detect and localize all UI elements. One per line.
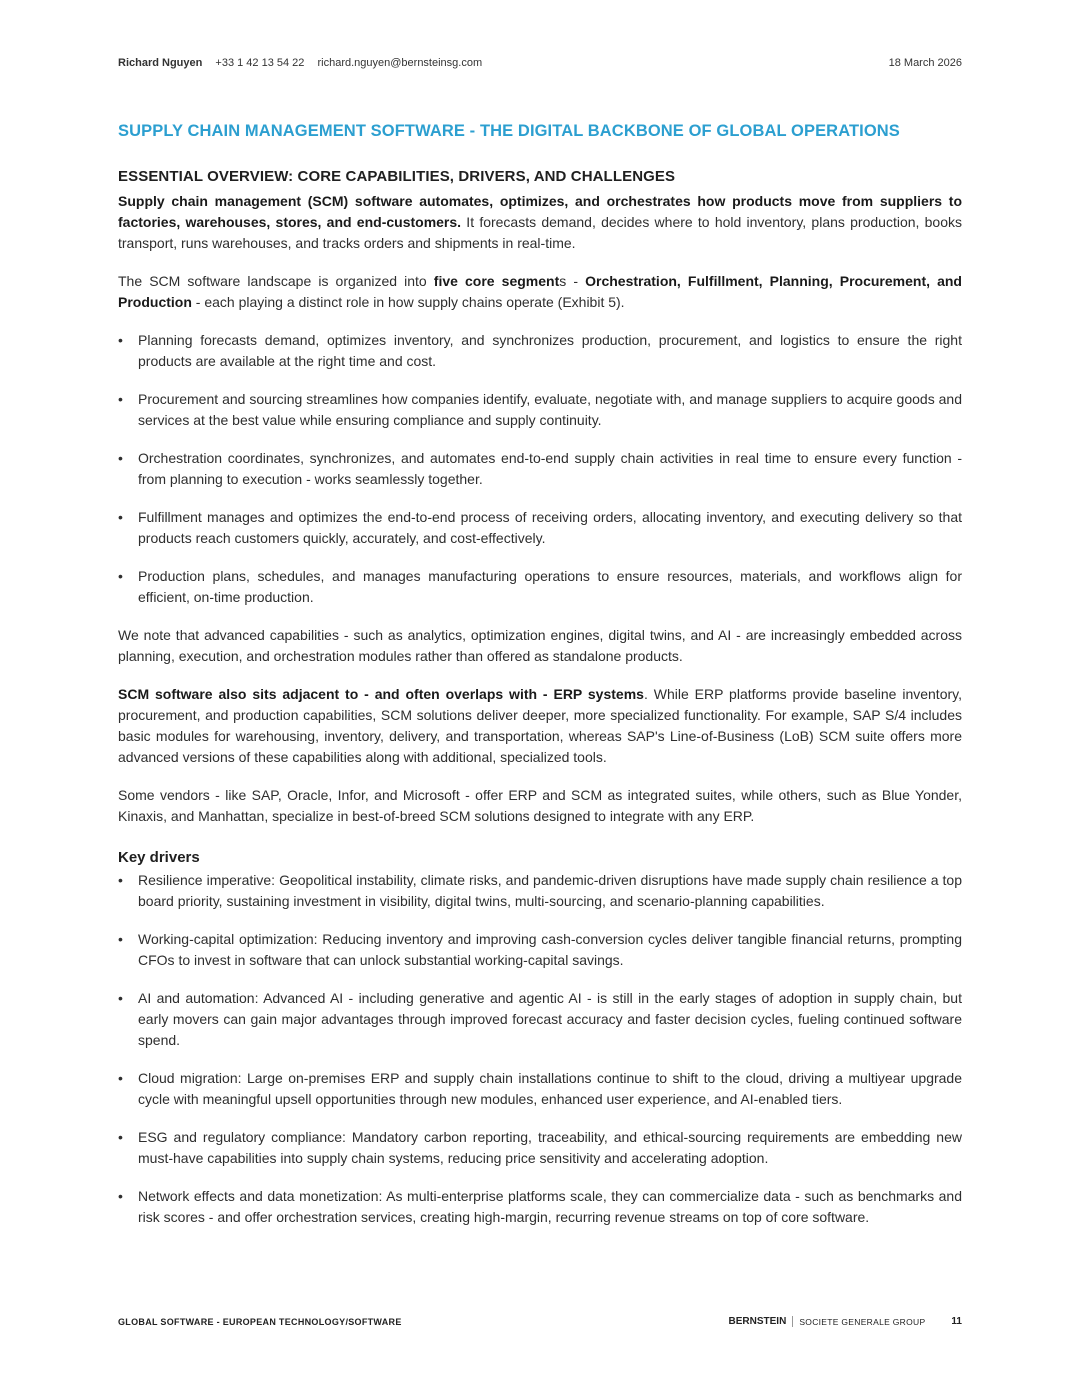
main-content bbox=[118, 168, 962, 1245]
report-date: 18 March 2026 bbox=[888, 57, 962, 69]
list-item bbox=[118, 1186, 962, 1228]
page-footer bbox=[118, 1316, 962, 1327]
overview-paragraph-5: Some vendors - like SAP, Oracle, Infor, and Microsoft - offer ERP and SCM as integrated suites, while others, such as Blue Yonder, Kinaxis, and Manhattan, specialize in best-of-breed SCM solutions designed to integrate with any ERP. bbox=[118, 787, 962, 824]
list-item-text: ESG and regulatory compliance: Mandatory carbon reporting, traceability, and ethical-sourcing requirements are embedding new must-have capabilities into supply chain systems, reducing price sensitivity and accelerating adoption. bbox=[138, 1129, 962, 1166]
list-item bbox=[118, 1068, 962, 1110]
page-title: SUPPLY CHAIN MANAGEMENT SOFTWARE - THE DIGITAL BACKBONE OF GLOBAL OPERATIONS bbox=[118, 122, 900, 140]
list-item-text: Resilience imperative: Geopolitical instability, climate risks, and pandemic-driven disruptions have made supply chain resilience a top board priority, sustaining investment in visibility, digital twins, multi-sourcing, and scenario-planning capabilities. bbox=[138, 872, 962, 909]
bullet-icon: • bbox=[118, 990, 123, 1006]
list-item bbox=[118, 988, 962, 1051]
list-item-text: Working-capital optimization: Reducing inventory and improving cash-conversion cycles deliver tangible financial returns, prompting CFOs to invest in software that can unlock substantial working-capital savings. bbox=[138, 931, 962, 968]
overview-p1-bold: Supply chain management (SCM) software automates, optimizes, and orchestrates how products move from suppliers to factories, warehouses, stores, and end-customers. bbox=[118, 193, 962, 230]
list-item-text: AI and automation: Advanced AI - including generative and agentic AI - is still in the early stages of adoption in supply chain, but early movers can gain major advantages through improved forecast accuracy and faster decision cycles, fueling continued software spend. bbox=[138, 990, 962, 1048]
segment-list bbox=[118, 330, 962, 608]
author-email[interactable]: richard.nguyen@bernsteinsg.com bbox=[317, 57, 483, 69]
overview-paragraph-1 bbox=[118, 191, 962, 254]
bullet-icon: • bbox=[118, 391, 123, 407]
overview-p2-text: - each playing a distinct role in how supply chains operate (Exhibit 5). bbox=[191, 294, 625, 310]
list-item bbox=[118, 389, 962, 431]
overview-paragraph-3: We note that advanced capabilities - such as analytics, optimization engines, digital twins, and AI - are increasingly embedded across planning, execution, and orchestration modules rather than offered as standalone products. bbox=[118, 627, 962, 664]
bullet-icon: • bbox=[118, 509, 123, 525]
list-item-text: Production plans, schedules, and manages manufacturing operations to ensure resources, materials, and workflows align for efficient, on-time production. bbox=[138, 568, 962, 605]
list-item-text: Planning forecasts demand, optimizes inventory, and synchronizes production, procurement, and logistics to ensure the right products are available at the right time and cost. bbox=[138, 332, 962, 369]
drivers-heading: Key drivers bbox=[118, 849, 200, 866]
page-header bbox=[118, 57, 962, 69]
author-name: Richard Nguyen bbox=[118, 57, 203, 69]
overview-p1-rest: It forecasts demand, decides where to hold inventory, plans production, books transport, runs warehouses, and tracks orders and shipments in real-time. bbox=[118, 214, 962, 251]
bullet-icon: • bbox=[118, 332, 123, 348]
bullet-icon: • bbox=[118, 872, 123, 888]
list-item bbox=[118, 870, 962, 912]
list-item-text: Cloud migration: Large on-premises ERP and supply chain installations continue to shift to the cloud, driving a multiyear upgrade cycle with meaningful upsell opportunities through new modules, enhanced user experience, and AI-enabled tiers. bbox=[138, 1070, 962, 1107]
group-name: SOCIETE GENERALE GROUP bbox=[799, 1316, 926, 1327]
list-item bbox=[118, 929, 962, 971]
bullet-icon: • bbox=[118, 1188, 123, 1204]
overview-p2-segments: Orchestration, Fulfillment, Planning, Procurement, and Production bbox=[118, 273, 962, 310]
footer-section-label: GLOBAL SOFTWARE - EUROPEAN TECHNOLOGY/SOFTWARE bbox=[118, 1316, 402, 1327]
bullet-icon: • bbox=[118, 1070, 123, 1086]
bullet-icon: • bbox=[118, 1129, 123, 1145]
list-item bbox=[118, 448, 962, 490]
overview-paragraph-2 bbox=[118, 271, 962, 313]
overview-paragraph-4 bbox=[118, 684, 962, 768]
page-number: 11 bbox=[951, 1316, 962, 1327]
bernstein-logo: BERNSTEIN bbox=[728, 1316, 787, 1327]
author-phone: +33 1 42 13 54 22 bbox=[215, 57, 305, 69]
author-contact bbox=[118, 57, 492, 69]
overview-p2-text: s - bbox=[559, 273, 586, 289]
footer-brand-block bbox=[729, 1316, 962, 1327]
bullet-icon: • bbox=[118, 450, 123, 466]
overview-p2-text: The SCM software landscape is organized into bbox=[118, 273, 434, 289]
list-item-text: Procurement and sourcing streamlines how companies identify, evaluate, negotiate with, and manage suppliers to acquire goods and services at the best value while ensuring compliance and supply continuity. bbox=[138, 391, 962, 428]
overview-p2-bold: five core segment bbox=[433, 273, 560, 289]
overview-p4-bold: SCM software also sits adjacent to - and often overlaps with - ERP systems bbox=[118, 686, 644, 702]
bullet-icon: • bbox=[118, 568, 123, 584]
overview-heading: ESSENTIAL OVERVIEW: CORE CAPABILITIES, DRIVERS, AND CHALLENGES bbox=[118, 168, 676, 185]
list-item bbox=[118, 566, 962, 608]
bullet-icon: • bbox=[118, 931, 123, 947]
drivers-list bbox=[118, 870, 962, 1228]
list-item bbox=[118, 507, 962, 549]
overview-p4-rest: . While ERP platforms provide baseline inventory, procurement, and production capabilities, SCM solutions deliver deeper, more specialized functionality. For example, SAP S/4 includes basic modules for warehousing, inventory, delivery, and transportation, whereas SAP's Line-of-Business (LoB) SCM suite offers more advanced versions of these capabilities along with additional, specialized tools. bbox=[118, 686, 962, 765]
list-item bbox=[118, 1127, 962, 1169]
list-item-text: Network effects and data monetization: As multi-enterprise platforms scale, they can commercialize data - such as benchmarks and risk scores - and offer orchestration services, creating high-margin, recurring revenue streams on top of core software. bbox=[138, 1188, 962, 1225]
footer-divider bbox=[792, 1316, 793, 1327]
list-item bbox=[118, 330, 962, 372]
list-item-text: Fulfillment manages and optimizes the end-to-end process of receiving orders, allocating inventory, and executing delivery so that products reach customers quickly, accurately, and cost-effectively. bbox=[138, 509, 962, 546]
list-item-text: Orchestration coordinates, synchronizes, and automates end-to-end supply chain activities in real time to ensure every function - from planning to execution - works seamlessly together. bbox=[138, 450, 962, 487]
